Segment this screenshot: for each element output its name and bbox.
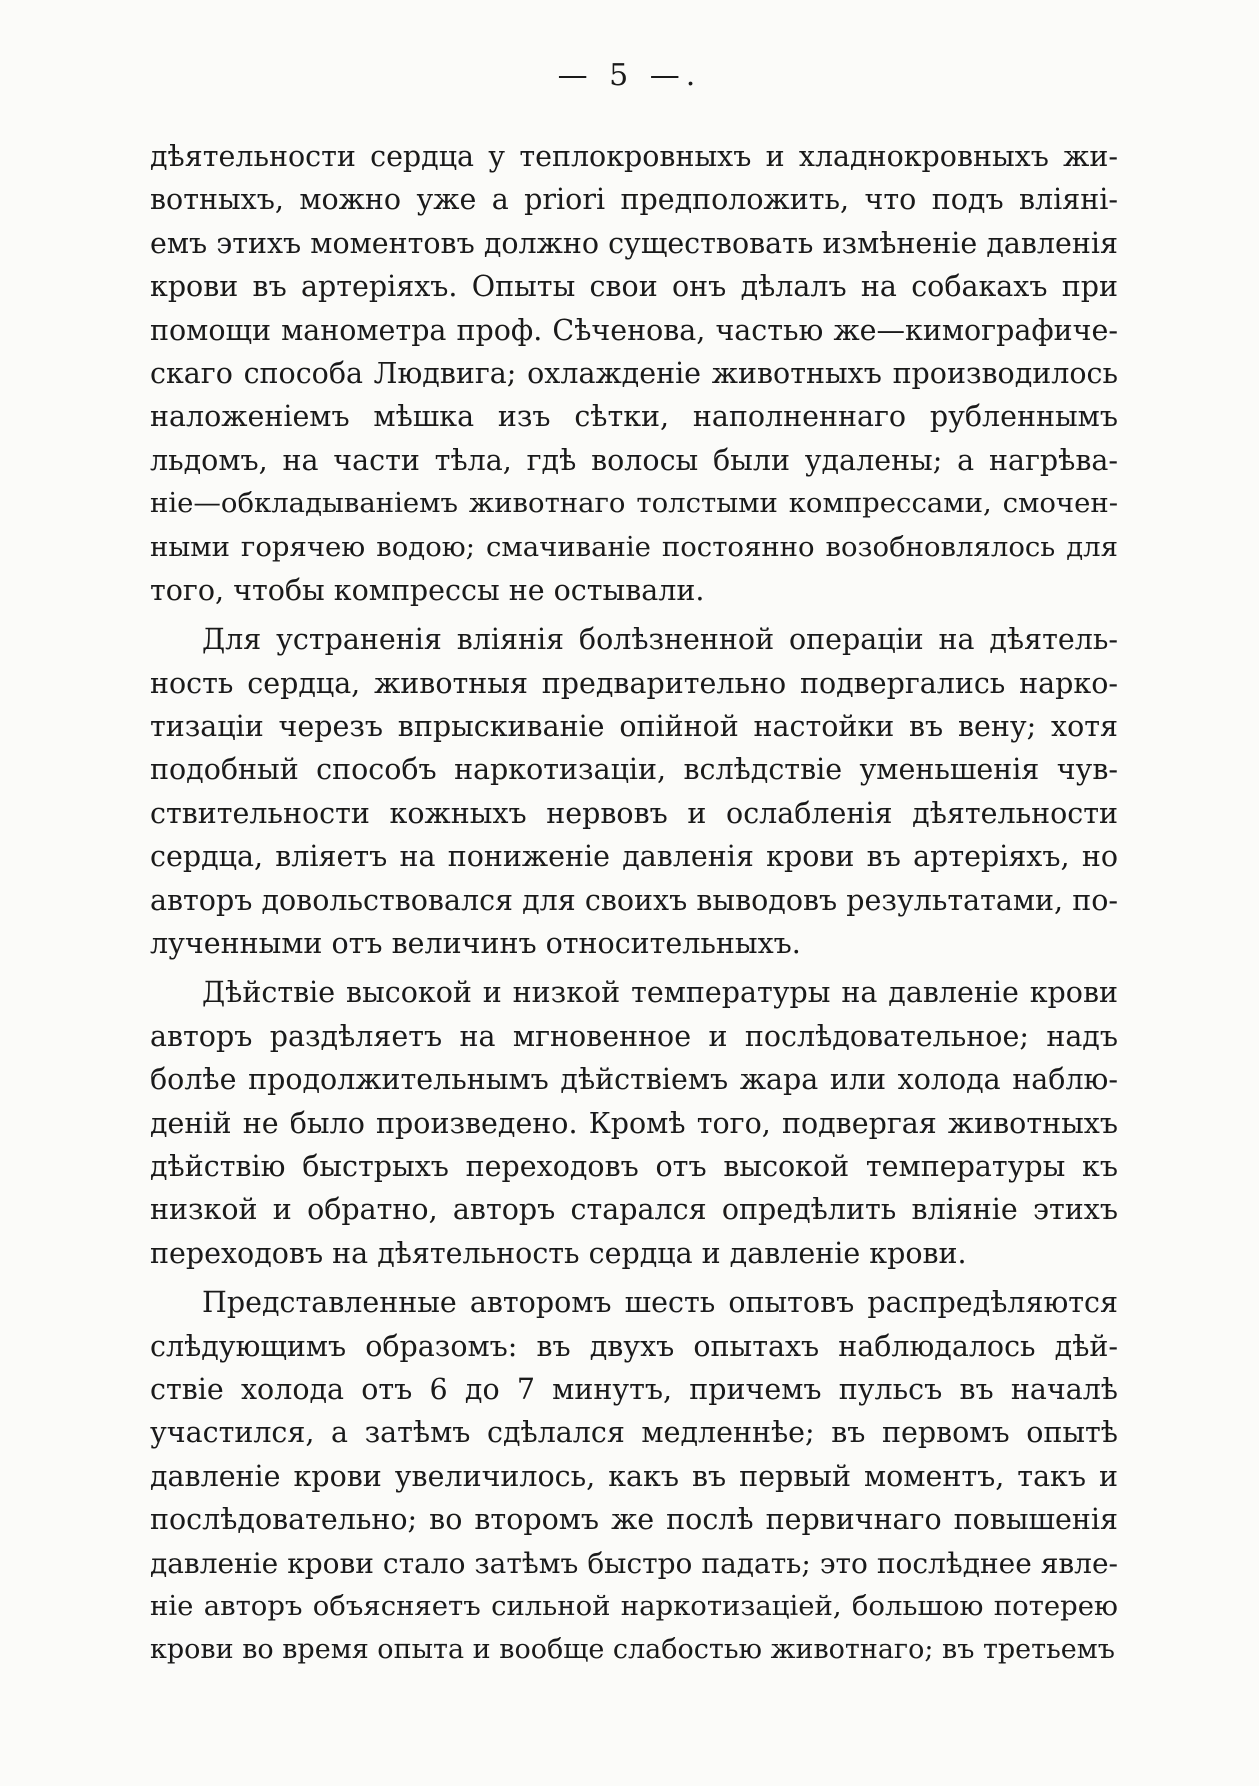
text-line: ніе авторъ объясняетъ сильной наркотизаціей, большою потерею (150, 1589, 1118, 1622)
paragraph (150, 1281, 1118, 1672)
text-line: низкой и обратно, авторъ старался опредѣлить вліяніе этихъ (150, 1193, 1118, 1227)
text-line: подобный способъ наркотизаціи, вслѣдствіе уменьшенія чув- (150, 753, 1118, 787)
text-line: давленіе крови увеличилось, какъ въ первый моментъ, такъ и (150, 1459, 1118, 1493)
text-line: емъ этихъ моментовъ должно существовать измѣненіе давленія (150, 226, 1118, 260)
paragraph (150, 618, 1118, 965)
paragraph (150, 971, 1118, 1275)
text-line: Дѣйствіе высокой и низкой температуры на давленіе крови (202, 976, 1118, 1010)
text-line: переходовъ на дѣятельность сердца и давленіе крови. (150, 1236, 967, 1270)
text-line: ность сердца, животныя предварительно подвергались нарко- (150, 666, 1118, 700)
text-line: крови въ артеріяхъ. Опыты свои онъ дѣлалъ на собакахъ при (150, 270, 1118, 304)
text-line: крови во время опыта и вообще слабостью животнаго; въ третьемъ (150, 1634, 1115, 1666)
text-line: болѣе продолжительнымъ дѣйствіемъ жара или холода наблю- (150, 1063, 1118, 1097)
text-line: деній не было произведено. Кромѣ того, подвергая животныхъ (150, 1106, 1118, 1140)
text-line: вотныхъ, можно уже а priori предположить, что подъ вліяні- (150, 183, 1118, 217)
text-line: того, чтобы компрессы не остывали. (150, 573, 705, 607)
text-line: участился, а затѣмъ сдѣлался медленнѣе; въ первомъ опытѣ (150, 1416, 1118, 1450)
text-line: авторъ довольствовался для своихъ выводовъ результатами, по- (150, 883, 1118, 917)
text-line: давленіе крови стало затѣмъ быстро падать; это послѣднее явле- (150, 1546, 1118, 1580)
text-line: дѣятельности сердца у теплокровныхъ и хладнокровныхъ жи- (150, 140, 1118, 173)
text-line: скаго способа Людвига; охлажденіе животныхъ производилось (150, 356, 1118, 390)
text-line: сердца, вліяетъ на пониженіе давленія крови въ артеріяхъ, но (150, 840, 1118, 874)
text-line: тизаціи черезъ впрыскиваніе опійной настойки въ вену; хотя (150, 710, 1118, 744)
text-line: ніе—обкладываніемъ животнаго толстыми компрессами, смочен- (150, 487, 1118, 520)
body-text (150, 135, 1118, 1672)
text-line: льдомъ, на части тѣла, гдѣ волосы были удалены; а нагрѣва- (150, 443, 1118, 477)
paragraph (150, 135, 1118, 612)
page-number: — 5 —. (557, 58, 702, 93)
text-line: слѣдующимъ образомъ: въ двухъ опытахъ наблюдалось дѣй- (150, 1329, 1118, 1363)
text-line: авторъ раздѣляетъ на мгновенное и послѣдовательное; надъ (150, 1019, 1118, 1053)
text-line: Представленные авторомъ шесть опытовъ распредѣляются (202, 1286, 1118, 1320)
text-line: ными горячею водою; смачиваніе постоянно возобновлялось для (150, 530, 1118, 563)
text-line: наложеніемъ мѣшка изъ сѣтки, наполненнаго рубленнымъ (150, 400, 1118, 434)
text-line: помощи манометра проф. Сѣченова, частью же—кимографиче- (150, 313, 1118, 347)
text-line: ствіе холода отъ 6 до 7 минутъ, причемъ пульсъ въ началѣ (150, 1372, 1118, 1406)
text-line: лученными отъ величинъ относительныхъ. (150, 927, 801, 961)
text-line: дѣйствію быстрыхъ переходовъ отъ высокой температуры къ (150, 1149, 1118, 1183)
text-line: Для устраненія вліянія болѣзненной операціи на дѣятель- (202, 623, 1118, 657)
text-line: послѣдовательно; во второмъ же послѣ первичнаго повышенія (150, 1503, 1118, 1537)
text-line: ствительности кожныхъ нервовъ и ослабленія дѣятельности (150, 796, 1118, 830)
